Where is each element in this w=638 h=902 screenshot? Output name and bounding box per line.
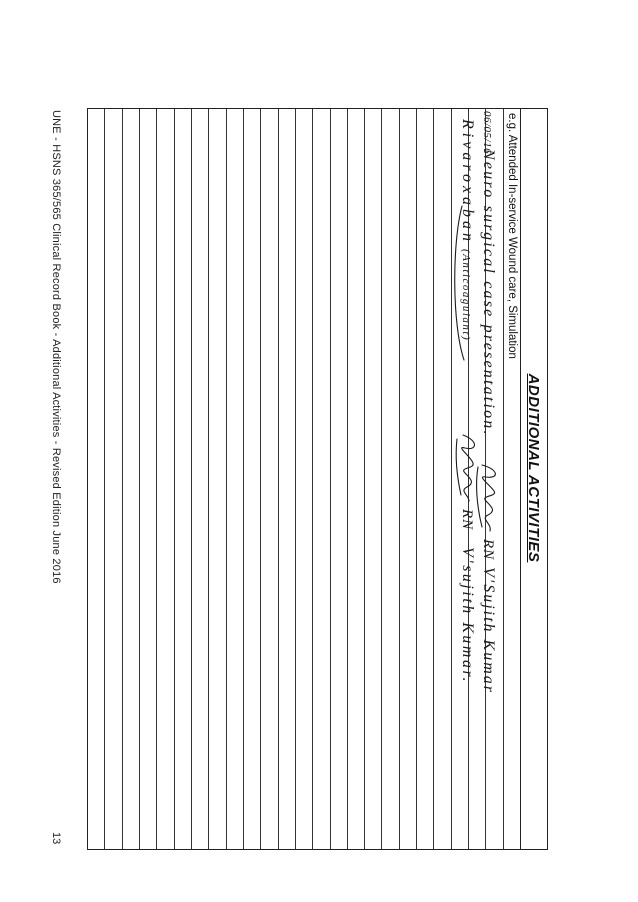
form-line-example	[503, 109, 520, 849]
form-line	[399, 109, 416, 849]
entry-2-activity-note: (Anticoagulant)	[460, 249, 472, 342]
form-line	[208, 109, 225, 849]
form-line	[330, 109, 347, 849]
entry-2-signer-role: RN	[459, 509, 475, 531]
entry-1-signer-name: V'Sujith Kumar	[480, 567, 497, 694]
hand-drawn-curve	[451, 204, 465, 364]
page-number: 13	[50, 832, 62, 845]
form-line	[88, 109, 104, 849]
title-row	[520, 109, 547, 849]
form-line	[416, 109, 433, 849]
form-line	[433, 109, 450, 849]
form-line	[243, 109, 260, 849]
entry-2-signer-name: V'sujith Kumar.	[459, 547, 476, 684]
form-line	[139, 109, 156, 849]
form-title: ADDITIONAL ACTIVITIES	[525, 373, 543, 563]
form-line	[156, 109, 173, 849]
example-text: e.g. Attended In-service Wound care, Simulation	[506, 113, 518, 359]
form-line	[278, 109, 295, 849]
entry-2-signature-scribble	[453, 431, 481, 505]
form-line	[191, 109, 208, 849]
form-line	[122, 109, 139, 849]
form-line	[260, 109, 277, 849]
form-line	[174, 109, 191, 849]
entry-2-activity: Rivaroxaban	[459, 119, 476, 246]
form-line	[364, 109, 381, 849]
form-line	[382, 109, 399, 849]
form-line	[105, 109, 122, 849]
entry-1-activity: Neuro surgical case presentation.	[480, 149, 497, 437]
entry-1-signer-role: RN	[480, 539, 496, 561]
additional-activities-form	[87, 108, 548, 850]
page-footer: UNE - HSNS 365/565 Clinical Record Book - Additional Activities - Revised Edition June 2016	[50, 110, 62, 584]
entry-1-date: 06/05/16	[481, 111, 493, 155]
form-line	[295, 109, 312, 849]
form-line	[347, 109, 364, 849]
form-line	[226, 109, 243, 849]
form-line	[312, 109, 329, 849]
